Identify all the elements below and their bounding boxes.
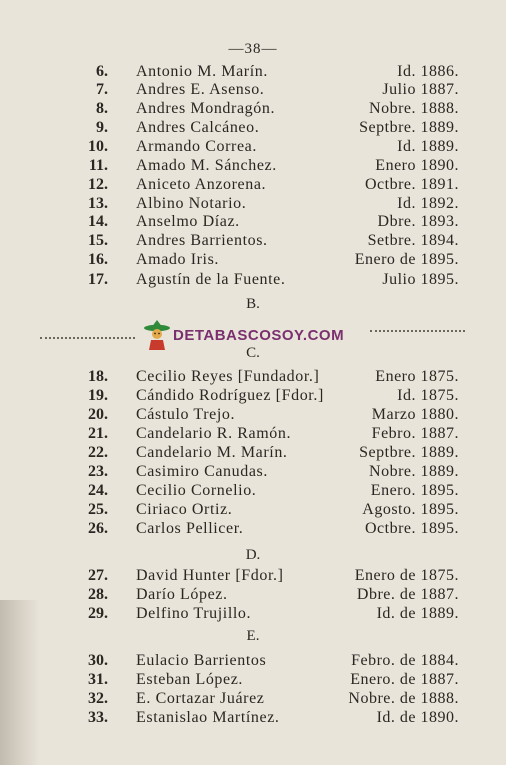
entry-date: Id. 1889. <box>397 138 459 155</box>
entry-name: Andres Mondragón. <box>136 100 276 117</box>
entry-date: Enero de 1875. <box>354 567 459 584</box>
entry-name: Candelario M. Marín. <box>136 444 288 461</box>
dotted-rule-right <box>370 330 465 334</box>
entry-name: Esteban López. <box>136 671 244 688</box>
entry-number: 31. <box>88 671 108 688</box>
entry-number: 28. <box>88 586 108 603</box>
entry-number: 17. <box>88 271 108 288</box>
entry-number: 23. <box>88 463 108 480</box>
entry-date: Setbre. 1894. <box>367 232 459 249</box>
entry-name: Anselmo Díaz. <box>136 213 240 230</box>
entry-name: Agustín de la Fuente. <box>136 271 286 288</box>
entry-number: 13. <box>88 195 108 212</box>
entry-number: 27. <box>88 567 108 584</box>
entry-row <box>0 250 506 269</box>
entry-date: Febro. de 1884. <box>351 652 459 669</box>
entry-row <box>0 367 506 386</box>
entry-name: Ciriaco Ortiz. <box>136 501 233 518</box>
entry-date: Dbre. 1893. <box>377 213 459 230</box>
entry-number: 12. <box>88 176 108 193</box>
entry-date: Id. 1875. <box>397 387 459 404</box>
entry-date: Enero de 1895. <box>354 251 459 268</box>
entry-date: Id. 1892. <box>397 195 459 212</box>
entry-number: 29. <box>88 605 108 622</box>
entry-number: 9. <box>96 119 108 136</box>
entry-row <box>0 604 506 623</box>
entry-row <box>0 708 506 727</box>
entry-row <box>0 519 506 538</box>
entry-number: 14. <box>88 213 108 230</box>
entry-number: 21. <box>88 425 108 442</box>
entry-number: 20. <box>88 406 108 423</box>
entry-date: Id. de 1890. <box>376 709 459 726</box>
entry-number: 19. <box>88 387 108 404</box>
entry-date: Marzo 1880. <box>371 406 459 423</box>
entry-row <box>0 62 506 81</box>
entry-row <box>0 270 506 289</box>
section-letter-d: D. <box>245 547 261 563</box>
entry-date: Nobre. de 1888. <box>348 690 459 707</box>
entry-number: 30. <box>88 652 108 669</box>
entry-name: Cecilio Cornelio. <box>136 482 257 499</box>
entry-row <box>0 443 506 462</box>
entry-name: David Hunter [Fdor.] <box>136 567 284 584</box>
entry-name: Amado Iris. <box>136 251 220 268</box>
entry-number: 32. <box>88 690 108 707</box>
entry-row <box>0 175 506 194</box>
entry-name: Armando Correa. <box>136 138 257 155</box>
entry-row <box>0 386 506 405</box>
entry-number: 16. <box>88 251 108 268</box>
entry-name: Eulacio Barrientos <box>136 652 267 669</box>
section-letter-c: C. <box>246 345 260 361</box>
entry-row <box>0 500 506 519</box>
entry-date: Enero. 1895. <box>370 482 459 499</box>
entry-date: Enero. de 1887. <box>350 671 459 688</box>
entry-number: 26. <box>88 520 108 537</box>
entry-row <box>0 689 506 708</box>
entry-number: 24. <box>88 482 108 499</box>
entry-name: Amado M. Sánchez. <box>136 157 277 174</box>
entry-name: E. Cortazar Juárez <box>136 690 265 707</box>
entry-number: 8. <box>96 100 108 117</box>
entry-row <box>0 424 506 443</box>
dotted-rule-left <box>40 337 135 341</box>
entry-date: Agosto. 1895. <box>362 501 459 518</box>
entry-name: Andres Calcáneo. <box>136 119 260 136</box>
entry-name: Antonio M. Marín. <box>136 63 268 80</box>
entry-name: Cándido Rodríguez [Fdor.] <box>136 387 324 404</box>
entry-number: 6. <box>96 63 108 80</box>
entry-number: 33. <box>88 709 108 726</box>
entry-number: 18. <box>88 368 108 385</box>
entry-row <box>0 481 506 500</box>
entry-name: Cástulo Trejo. <box>136 406 236 423</box>
entry-date: Nobre. 1888. <box>369 100 459 117</box>
entry-date: Id. 1886. <box>397 63 459 80</box>
entry-row <box>0 80 506 99</box>
entry-date: Octbre. 1895. <box>364 520 459 537</box>
entry-name: Delfino Trujillo. <box>136 605 252 622</box>
entry-name: Darío López. <box>136 586 228 603</box>
entry-name: Estanislao Martínez. <box>136 709 280 726</box>
entry-date: Enero 1890. <box>375 157 459 174</box>
entry-date: Febro. 1887. <box>371 425 459 442</box>
section-letter-b: B. <box>246 296 260 312</box>
section-letter-e: E. <box>246 628 260 644</box>
entry-name: Andres Barrientos. <box>136 232 268 249</box>
entry-date: Id. de 1889. <box>376 605 459 622</box>
entry-row <box>0 212 506 231</box>
entry-date: Octbre. 1891. <box>364 176 459 193</box>
entry-row <box>0 194 506 213</box>
entry-number: 11. <box>88 157 108 174</box>
entry-row <box>0 670 506 689</box>
entry-row <box>0 99 506 118</box>
entry-row <box>0 118 506 137</box>
entry-row <box>0 462 506 481</box>
entry-name: Candelario R. Ramón. <box>136 425 292 442</box>
entry-number: 10. <box>88 138 108 155</box>
entry-date: Julio 1887. <box>382 81 459 98</box>
entry-row <box>0 651 506 670</box>
entry-name: Albino Notario. <box>136 195 247 212</box>
entry-date: Septbre. 1889. <box>359 119 459 136</box>
entry-date: Septbre. 1889. <box>359 444 459 461</box>
watermark-text: DETABASCOSOY.COM <box>173 326 345 344</box>
entry-row <box>0 585 506 604</box>
entry-date: Dbre. de 1887. <box>356 586 459 603</box>
entry-row <box>0 137 506 156</box>
entry-row <box>0 566 506 585</box>
page-number: —38— <box>228 41 278 57</box>
entry-name: Cecilio Reyes [Fundador.] <box>136 368 320 385</box>
entry-name: Casimiro Canudas. <box>136 463 268 480</box>
entry-row <box>0 231 506 250</box>
entry-date: Enero 1875. <box>375 368 459 385</box>
entry-name: Carlos Pellicer. <box>136 520 244 537</box>
entry-name: Andres E. Asenso. <box>136 81 265 98</box>
entry-number: 15. <box>88 232 108 249</box>
entry-row <box>0 405 506 424</box>
entry-date: Julio 1895. <box>382 271 459 288</box>
entry-row <box>0 156 506 175</box>
entry-number: 22. <box>88 444 108 461</box>
entry-number: 7. <box>96 81 108 98</box>
entry-date: Nobre. 1889. <box>369 463 459 480</box>
entry-number: 25. <box>88 501 108 518</box>
entry-name: Aniceto Anzorena. <box>136 176 267 193</box>
